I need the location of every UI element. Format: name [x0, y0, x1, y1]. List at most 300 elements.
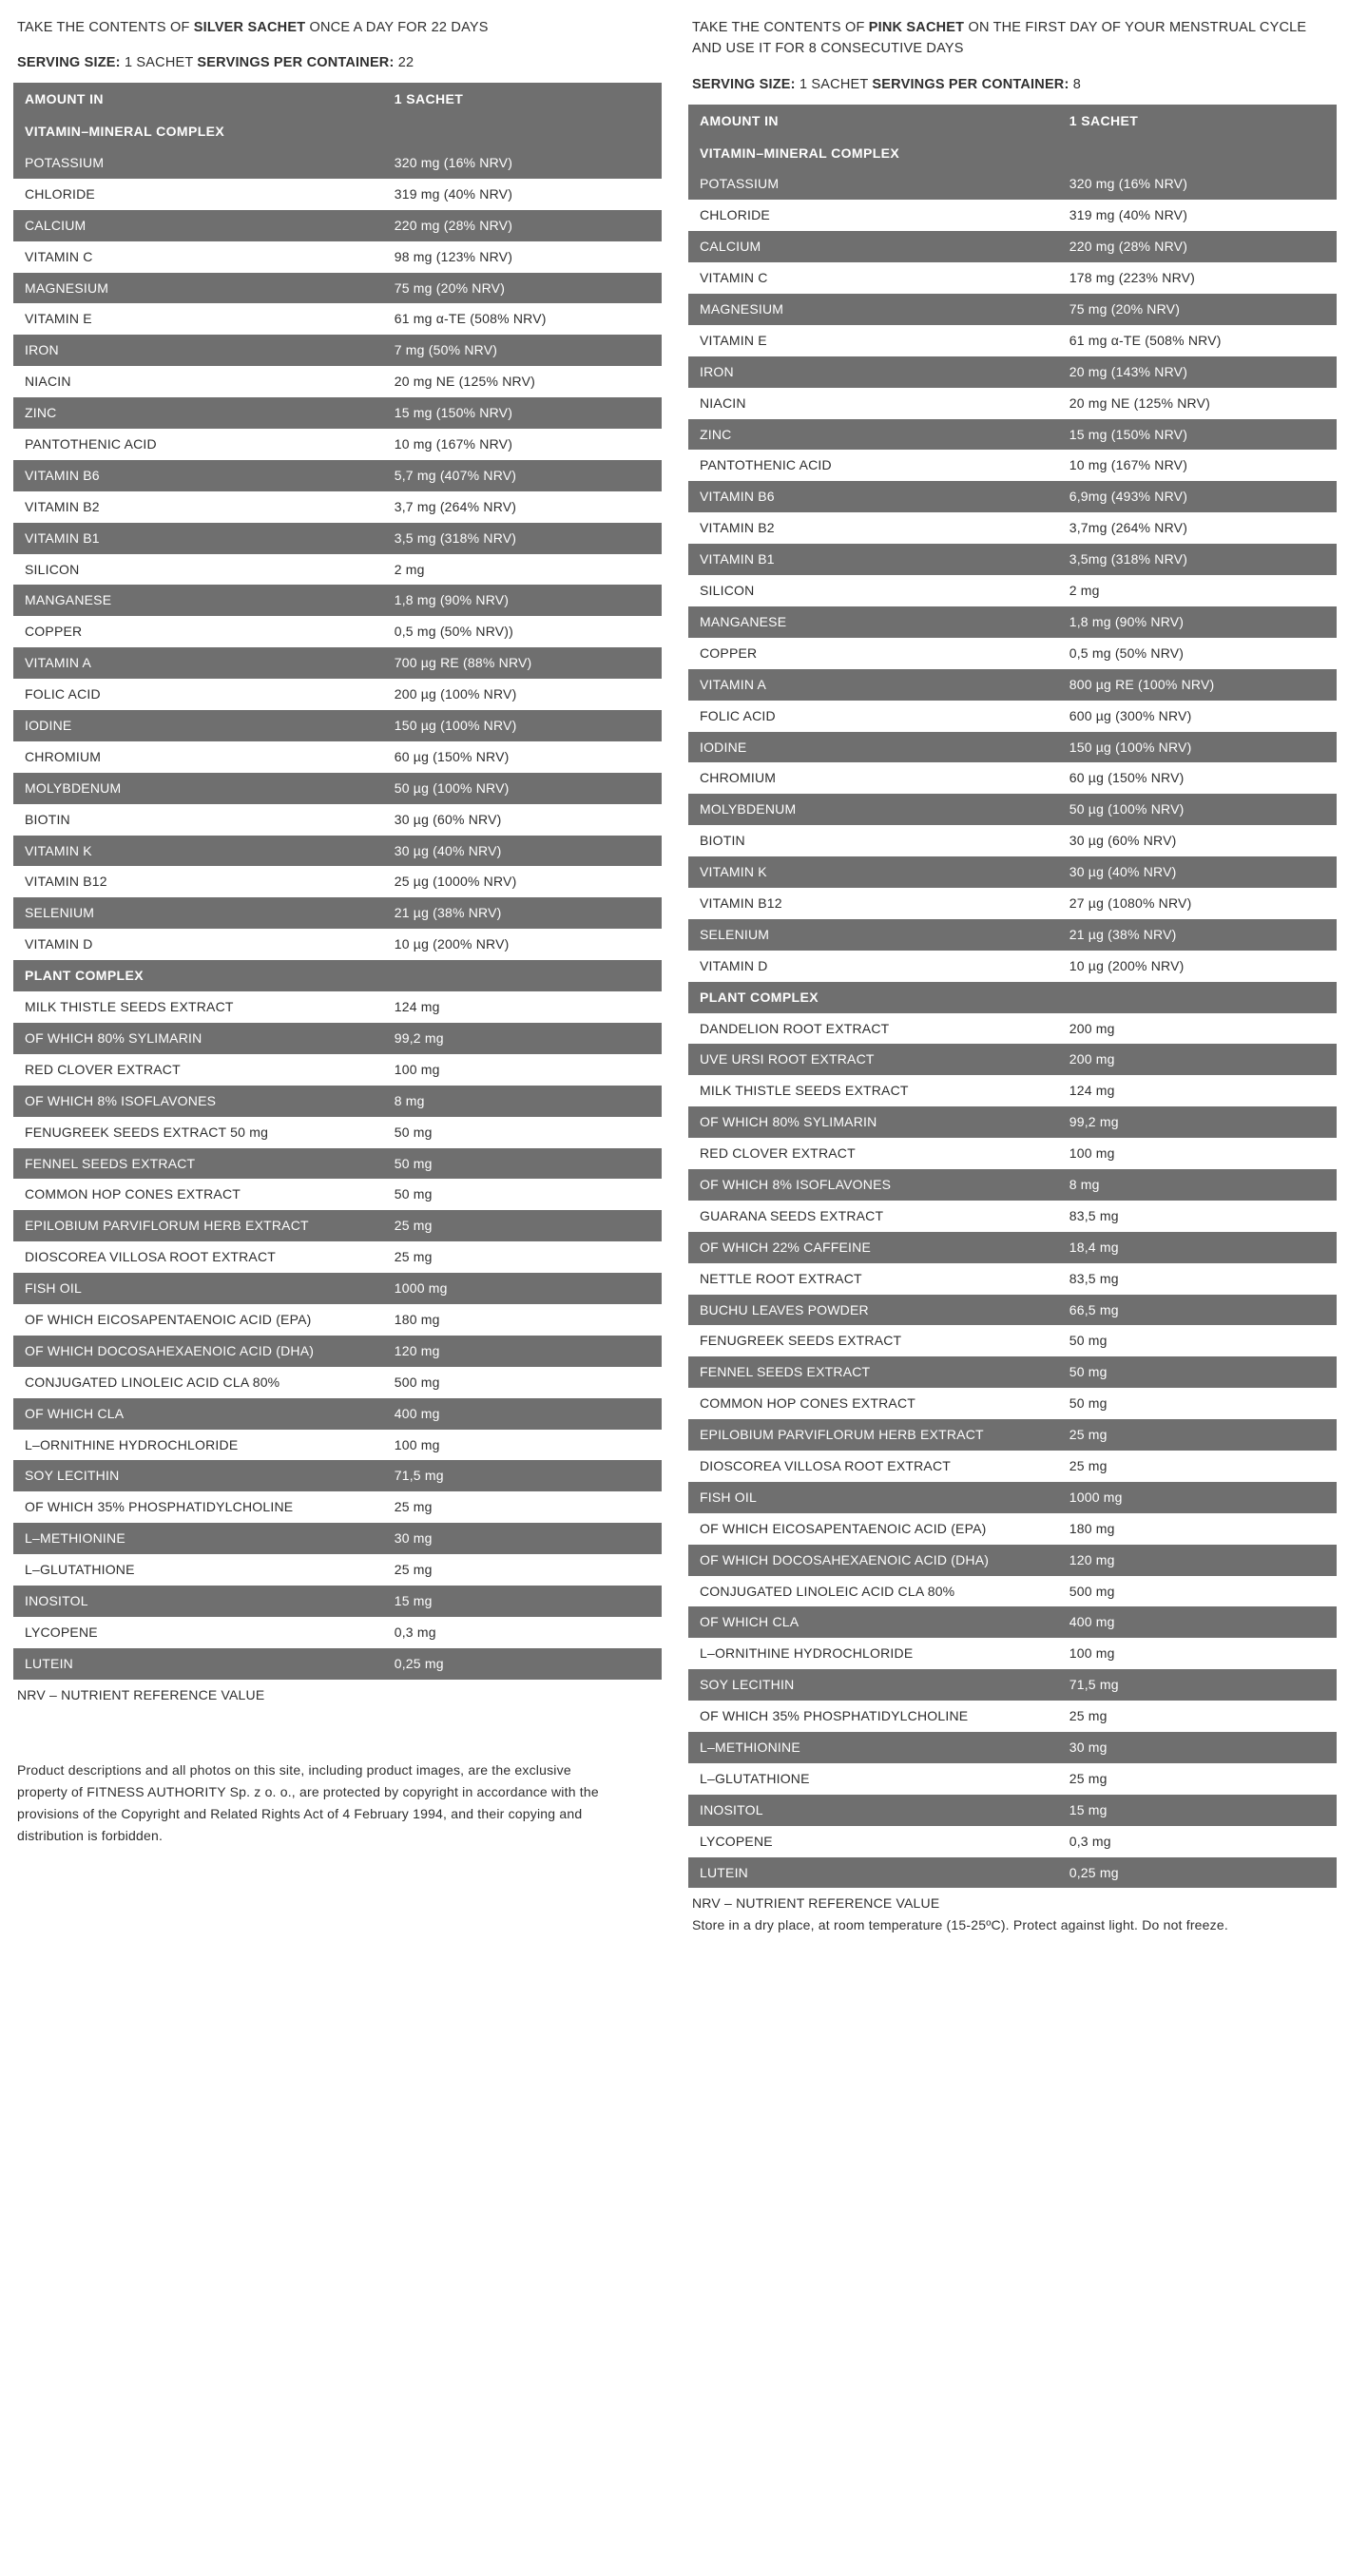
table-row	[688, 888, 1337, 919]
pink-intro-text	[692, 17, 1337, 60]
ingredient-amount: 8 mg	[383, 1086, 662, 1117]
table-row	[13, 147, 662, 179]
ingredient-amount: 180 mg	[1058, 1513, 1337, 1545]
ingredient-name: COPPER	[13, 616, 383, 647]
table-row	[688, 1075, 1337, 1106]
ingredient-amount: 3,7mg (264% NRV)	[1058, 512, 1337, 544]
ingredient-amount: 60 µg (150% NRV)	[1058, 762, 1337, 794]
ingredient-name: VITAMIN B1	[13, 523, 383, 554]
ingredient-amount: 8 mg	[1058, 1169, 1337, 1201]
table-row	[13, 679, 662, 710]
table-row	[13, 1430, 662, 1461]
table-row	[688, 450, 1337, 481]
table-row	[13, 1241, 662, 1273]
ingredient-name: VITAMIN E	[13, 303, 383, 335]
ingredient-amount: 25 mg	[1058, 1419, 1337, 1451]
ingredient-name: OF WHICH CLA	[688, 1606, 1058, 1638]
ingredient-amount: 319 mg (40% NRV)	[383, 179, 662, 210]
ingredient-amount: 66,5 mg	[1058, 1295, 1337, 1326]
ingredient-amount: 61 mg α-TE (508% NRV)	[383, 303, 662, 335]
ingredient-name: SILICON	[13, 554, 383, 586]
table-row	[688, 732, 1337, 763]
ingredient-name: VITAMIN B1	[688, 544, 1058, 575]
ingredient-name: RED CLOVER EXTRACT	[13, 1054, 383, 1086]
table-row	[688, 1795, 1337, 1826]
ingredient-amount: 0,25 mg	[383, 1648, 662, 1680]
table-header-row	[13, 83, 662, 116]
ingredient-amount: 50 mg	[383, 1117, 662, 1148]
pink-sachet-column	[688, 17, 1337, 1934]
ingredient-name: CHROMIUM	[13, 741, 383, 773]
ingredient-amount: 25 mg	[383, 1554, 662, 1586]
table-row	[688, 544, 1337, 575]
table-row	[13, 554, 662, 586]
ingredient-name: ZINC	[13, 397, 383, 429]
ingredient-amount: 100 mg	[1058, 1138, 1337, 1169]
pink-nrv-footnote: NRV – NUTRIENT REFERENCE VALUE	[692, 1895, 940, 1912]
table-row	[13, 1054, 662, 1086]
ingredient-name: COMMON HOP CONES EXTRACT	[13, 1179, 383, 1210]
ingredient-name: OF WHICH 80% SYLIMARIN	[688, 1106, 1058, 1138]
ingredient-amount: 71,5 mg	[383, 1460, 662, 1491]
ingredient-name: POTASSIUM	[13, 147, 383, 179]
ingredient-amount: 220 mg (28% NRV)	[1058, 231, 1337, 262]
ingredient-name: POTASSIUM	[688, 168, 1058, 200]
table-row	[13, 804, 662, 836]
pink-plant-section	[688, 982, 1337, 1013]
ingredient-amount: 150 µg (100% NRV)	[383, 710, 662, 741]
table-row	[13, 991, 662, 1023]
table-row	[688, 638, 1337, 669]
ingredient-name: GUARANA SEEDS EXTRACT	[688, 1201, 1058, 1232]
ingredient-amount: 120 mg	[1058, 1545, 1337, 1576]
ingredient-name: LUTEIN	[13, 1648, 383, 1680]
ingredient-name: VITAMIN B2	[13, 491, 383, 523]
section-label: VITAMIN–MINERAL COMPLEX	[13, 116, 662, 147]
ingredient-amount: 124 mg	[1058, 1075, 1337, 1106]
ingredient-name: MANGANESE	[13, 585, 383, 616]
ingredient-amount: 50 mg	[1058, 1356, 1337, 1388]
table-row	[13, 836, 662, 867]
ingredient-name: L–GLUTATHIONE	[688, 1763, 1058, 1795]
ingredient-amount: 0,5 mg (50% NRV))	[383, 616, 662, 647]
table-row	[688, 1419, 1337, 1451]
silver-serving-size-value: 1 SACHET	[124, 55, 194, 71]
ingredient-name: FISH OIL	[13, 1273, 383, 1304]
silver-servings-per-container-value: 22	[397, 55, 414, 71]
ingredient-name: L–METHIONINE	[13, 1523, 383, 1554]
ingredient-amount: 2 mg	[383, 554, 662, 586]
ingredient-amount: 20 mg (143% NRV)	[1058, 356, 1337, 388]
table-row	[688, 1669, 1337, 1701]
table-row	[688, 1232, 1337, 1263]
table-row	[688, 951, 1337, 982]
table-row	[13, 523, 662, 554]
ingredient-amount: 1000 mg	[1058, 1482, 1337, 1513]
section-label: PLANT COMPLEX	[13, 960, 662, 991]
table-row	[688, 919, 1337, 951]
ingredient-amount: 25 mg	[1058, 1451, 1337, 1482]
table-row	[13, 241, 662, 273]
silver-serving-info	[17, 53, 662, 74]
ingredient-name: NETTLE ROOT EXTRACT	[688, 1263, 1058, 1295]
ingredient-amount: 83,5 mg	[1058, 1263, 1337, 1295]
table-row	[13, 1398, 662, 1430]
ingredient-amount: 180 mg	[383, 1304, 662, 1336]
table-row	[688, 1388, 1337, 1419]
table-row	[13, 1210, 662, 1241]
ingredient-name: SILICON	[688, 575, 1058, 606]
ingredient-name: VITAMIN C	[688, 262, 1058, 294]
table-row	[13, 929, 662, 960]
ingredient-name: BIOTIN	[688, 825, 1058, 856]
ingredient-name: VITAMIN D	[13, 929, 383, 960]
ingredient-name: EPILOBIUM PARVIFLORUM HERB EXTRACT	[13, 1210, 383, 1241]
table-row	[688, 512, 1337, 544]
ingredient-name: MAGNESIUM	[688, 294, 1058, 325]
table-row	[13, 429, 662, 460]
ingredient-amount: 21 µg (38% NRV)	[1058, 919, 1337, 951]
ingredient-name: OF WHICH 22% CAFFEINE	[688, 1232, 1058, 1263]
ingredient-name: VITAMIN K	[13, 836, 383, 867]
ingredient-amount: 98 mg (123% NRV)	[383, 241, 662, 273]
table-row	[13, 335, 662, 366]
ingredient-name: IODINE	[688, 732, 1058, 763]
table-row	[688, 794, 1337, 825]
ingredient-name: OF WHICH EICOSAPENTAENOIC ACID (EPA)	[688, 1513, 1058, 1545]
ingredient-amount: 25 mg	[1058, 1763, 1337, 1795]
table-row	[13, 1336, 662, 1367]
section-row-plant-complex	[688, 982, 1337, 1013]
ingredient-amount: 200 mg	[1058, 1044, 1337, 1075]
ingredient-name: VITAMIN A	[13, 647, 383, 679]
ingredient-amount: 320 mg (16% NRV)	[1058, 168, 1337, 200]
ingredient-name: L–ORNITHINE HYDROCHLORIDE	[688, 1638, 1058, 1669]
table-row	[688, 1138, 1337, 1169]
ingredient-name: FOLIC ACID	[688, 701, 1058, 732]
table-row	[688, 1201, 1337, 1232]
ingredient-name: SOY LECITHIN	[13, 1460, 383, 1491]
table-row	[13, 1304, 662, 1336]
table-row	[688, 481, 1337, 512]
ingredient-amount: 0,3 mg	[1058, 1826, 1337, 1857]
ingredient-amount: 10 mg (167% NRV)	[383, 429, 662, 460]
ingredient-name: PANTOTHENIC ACID	[13, 429, 383, 460]
table-row	[13, 1460, 662, 1491]
ingredient-amount: 30 µg (60% NRV)	[383, 804, 662, 836]
table-row	[13, 741, 662, 773]
silver-intro-text	[17, 17, 662, 38]
ingredient-name: MILK THISTLE SEEDS EXTRACT	[688, 1075, 1058, 1106]
ingredient-amount: 25 µg (1000% NRV)	[383, 866, 662, 897]
ingredient-name: VITAMIN C	[13, 241, 383, 273]
table-row	[13, 1523, 662, 1554]
ingredient-amount: 25 mg	[1058, 1701, 1337, 1732]
pink-servings-per-container-value: 8	[1072, 76, 1082, 92]
ingredient-name: L–GLUTATHIONE	[13, 1554, 383, 1586]
ingredient-amount: 6,9mg (493% NRV)	[1058, 481, 1337, 512]
silver-intro-pre: TAKE THE CONTENTS OF	[17, 20, 194, 35]
header-amount-in: AMOUNT IN	[13, 83, 383, 116]
ingredient-amount: 1,8 mg (90% NRV)	[383, 585, 662, 616]
silver-intro-bold: SILVER SACHET	[193, 20, 306, 35]
silver-nrv-footnote: NRV – NUTRIENT REFERENCE VALUE	[17, 1686, 265, 1702]
ingredient-amount: 100 mg	[383, 1430, 662, 1461]
table-row	[688, 1513, 1337, 1545]
pink-serving-info	[692, 75, 1337, 96]
ingredient-name: OF WHICH 35% PHOSPHATIDYLCHOLINE	[688, 1701, 1058, 1732]
ingredient-amount: 71,5 mg	[1058, 1669, 1337, 1701]
ingredient-amount: 800 µg RE (100% NRV)	[1058, 669, 1337, 701]
table-row	[688, 575, 1337, 606]
ingredient-name: NIACIN	[13, 366, 383, 397]
ingredient-name: LYCOPENE	[13, 1617, 383, 1648]
ingredient-name: CHROMIUM	[688, 762, 1058, 794]
ingredient-name: CONJUGATED LINOLEIC ACID CLA 80%	[688, 1576, 1058, 1607]
ingredient-amount: 600 µg (300% NRV)	[1058, 701, 1337, 732]
table-row	[688, 231, 1337, 262]
table-row	[688, 1638, 1337, 1669]
table-row	[13, 1617, 662, 1648]
ingredient-name: NIACIN	[688, 388, 1058, 419]
ingredient-amount: 15 mg (150% NRV)	[1058, 419, 1337, 451]
table-row	[688, 1044, 1337, 1075]
ingredient-name: SELENIUM	[13, 897, 383, 929]
table-row	[13, 397, 662, 429]
pink-intro-post: ON THE FIRST DAY OF YOUR MENSTRUAL CYCLE AND USE IT FOR 8 CONSECUTIVE DAYS	[692, 20, 1307, 57]
ingredient-amount: 0,5 mg (50% NRV)	[1058, 638, 1337, 669]
ingredient-name: VITAMIN E	[688, 325, 1058, 356]
silver-table-body	[13, 83, 662, 147]
ingredient-name: VITAMIN D	[688, 951, 1058, 982]
ingredient-name: VITAMIN B12	[688, 888, 1058, 919]
ingredient-name: COMMON HOP CONES EXTRACT	[688, 1388, 1058, 1419]
ingredient-amount: 27 µg (1080% NRV)	[1058, 888, 1337, 919]
ingredient-name: CALCIUM	[13, 210, 383, 241]
silver-plant-section	[13, 960, 662, 991]
table-row	[13, 1117, 662, 1148]
table-row	[13, 1491, 662, 1523]
ingredient-amount: 1,8 mg (90% NRV)	[1058, 606, 1337, 638]
silver-vitamins-rows	[13, 147, 662, 960]
ingredient-name: FENNEL SEEDS EXTRACT	[688, 1356, 1058, 1388]
table-row	[13, 303, 662, 335]
ingredient-name: OF WHICH 35% PHOSPHATIDYLCHOLINE	[13, 1491, 383, 1523]
two-column-layout	[13, 17, 1355, 1934]
ingredient-amount: 21 µg (38% NRV)	[383, 897, 662, 929]
silver-plants-rows	[13, 991, 662, 1680]
table-row	[13, 491, 662, 523]
ingredient-amount: 150 µg (100% NRV)	[1058, 732, 1337, 763]
ingredient-amount: 200 mg	[1058, 1013, 1337, 1045]
table-row	[13, 1148, 662, 1180]
ingredient-name: MAGNESIUM	[13, 273, 383, 304]
pink-servings-per-container-label: SERVINGS PER CONTAINER:	[872, 76, 1069, 92]
table-row	[688, 1451, 1337, 1482]
table-row	[688, 1606, 1337, 1638]
ingredient-amount: 3,5mg (318% NRV)	[1058, 544, 1337, 575]
ingredient-name: FISH OIL	[688, 1482, 1058, 1513]
section-row-vitamin-mineral-complex	[13, 116, 662, 147]
section-row-plant-complex	[13, 960, 662, 991]
ingredient-amount: 50 mg	[383, 1179, 662, 1210]
copyright-notice: Product descriptions and all photos on this site, including product images, are the exclusive property of FITNESS AUTHORITY Sp. z o. o., are protected by copyright in accordance with the provisions of the Copyright and Related Rights Act of 4 February 1994, and their copying and distribution is forbidden.	[17, 1761, 599, 1844]
ingredient-name: L–METHIONINE	[688, 1732, 1058, 1763]
table-row	[13, 1273, 662, 1304]
ingredient-name: COPPER	[688, 638, 1058, 669]
table-row	[688, 1295, 1337, 1326]
table-row	[688, 1325, 1337, 1356]
table-row	[13, 366, 662, 397]
silver-servings-per-container-label: SERVINGS PER CONTAINER:	[197, 55, 395, 71]
ingredient-amount: 10 µg (200% NRV)	[383, 929, 662, 960]
table-row	[13, 1367, 662, 1398]
table-row	[688, 1545, 1337, 1576]
pink-intro-bold: PINK SACHET	[868, 20, 965, 35]
ingredient-amount: 120 mg	[383, 1336, 662, 1367]
table-row	[688, 325, 1337, 356]
ingredient-amount: 20 mg NE (125% NRV)	[383, 366, 662, 397]
ingredient-amount: 25 mg	[383, 1241, 662, 1273]
ingredient-name: CALCIUM	[688, 231, 1058, 262]
table-row	[688, 294, 1337, 325]
ingredient-name: MILK THISTLE SEEDS EXTRACT	[13, 991, 383, 1023]
pink-serving-size-value: 1 SACHET	[799, 76, 869, 92]
ingredient-amount: 30 µg (60% NRV)	[1058, 825, 1337, 856]
table-row	[13, 616, 662, 647]
table-row	[13, 179, 662, 210]
ingredient-name: LUTEIN	[688, 1857, 1058, 1889]
ingredient-name: VITAMIN B6	[13, 460, 383, 491]
ingredient-name: CHLORIDE	[688, 200, 1058, 231]
storage-instructions: Store in a dry place, at room temperature (15-25ºC). Protect against light. Do not freeze.	[692, 1916, 1228, 1932]
pink-serving-size-label: SERVING SIZE:	[692, 76, 796, 92]
table-row	[688, 388, 1337, 419]
table-row	[688, 762, 1337, 794]
table-row	[688, 1701, 1337, 1732]
silver-sachet-column	[13, 17, 662, 1847]
table-row	[688, 1826, 1337, 1857]
ingredient-amount: 61 mg α-TE (508% NRV)	[1058, 325, 1337, 356]
ingredient-name: OF WHICH 8% ISOFLAVONES	[688, 1169, 1058, 1201]
table-row	[688, 1857, 1337, 1889]
ingredient-name: L–ORNITHINE HYDROCHLORIDE	[13, 1430, 383, 1461]
table-row	[688, 1482, 1337, 1513]
table-row	[688, 1356, 1337, 1388]
ingredient-amount: 2 mg	[1058, 575, 1337, 606]
pink-intro-pre: TAKE THE CONTENTS OF	[692, 20, 869, 35]
table-row	[13, 773, 662, 804]
ingredient-name: OF WHICH 80% SYLIMARIN	[13, 1023, 383, 1054]
ingredient-amount: 75 mg (20% NRV)	[1058, 294, 1337, 325]
pink-table-body	[688, 105, 1337, 169]
ingredient-name: EPILOBIUM PARVIFLORUM HERB EXTRACT	[688, 1419, 1058, 1451]
header-one-sachet: 1 SACHET	[383, 83, 662, 116]
ingredient-amount: 99,2 mg	[1058, 1106, 1337, 1138]
ingredient-amount: 15 mg	[1058, 1795, 1337, 1826]
ingredient-amount: 83,5 mg	[1058, 1201, 1337, 1232]
table-row	[688, 419, 1337, 451]
ingredient-name: MANGANESE	[688, 606, 1058, 638]
ingredient-amount: 178 mg (223% NRV)	[1058, 262, 1337, 294]
table-row	[13, 460, 662, 491]
table-row	[688, 1013, 1337, 1045]
table-row	[688, 856, 1337, 888]
ingredient-amount: 15 mg	[383, 1586, 662, 1617]
table-row	[688, 606, 1337, 638]
ingredient-name: LYCOPENE	[688, 1826, 1058, 1857]
ingredient-name: UVE URSI ROOT EXTRACT	[688, 1044, 1058, 1075]
ingredient-name: INOSITOL	[13, 1586, 383, 1617]
ingredient-amount: 30 mg	[383, 1523, 662, 1554]
table-header-row	[688, 105, 1337, 138]
section-label: VITAMIN–MINERAL COMPLEX	[688, 138, 1337, 169]
table-row	[688, 1169, 1337, 1201]
ingredient-name: OF WHICH 8% ISOFLAVONES	[13, 1086, 383, 1117]
ingredient-amount: 700 µg RE (88% NRV)	[383, 647, 662, 679]
table-row	[688, 200, 1337, 231]
table-row	[13, 273, 662, 304]
ingredient-amount: 60 µg (150% NRV)	[383, 741, 662, 773]
table-row	[13, 1086, 662, 1117]
ingredient-name: PANTOTHENIC ACID	[688, 450, 1058, 481]
table-row	[13, 1179, 662, 1210]
table-row	[688, 1576, 1337, 1607]
header-one-sachet: 1 SACHET	[1058, 105, 1337, 138]
table-row	[688, 356, 1337, 388]
table-row	[688, 669, 1337, 701]
ingredient-name: OF WHICH DOCOSAHEXAENOIC ACID (DHA)	[688, 1545, 1058, 1576]
ingredient-amount: 3,7 mg (264% NRV)	[383, 491, 662, 523]
ingredient-name: IRON	[13, 335, 383, 366]
table-row	[13, 585, 662, 616]
ingredient-name: OF WHICH DOCOSAHEXAENOIC ACID (DHA)	[13, 1336, 383, 1367]
ingredient-name: BUCHU LEAVES POWDER	[688, 1295, 1058, 1326]
table-row	[13, 1586, 662, 1617]
ingredient-amount: 100 mg	[1058, 1638, 1337, 1669]
pink-vitamins-rows	[688, 168, 1337, 981]
ingredient-name: DIOSCOREA VILLOSA ROOT EXTRACT	[688, 1451, 1058, 1482]
ingredient-amount: 100 mg	[383, 1054, 662, 1086]
ingredient-amount: 5,7 mg (407% NRV)	[383, 460, 662, 491]
ingredient-name: IODINE	[13, 710, 383, 741]
ingredient-name: FENUGREEK SEEDS EXTRACT	[688, 1325, 1058, 1356]
ingredient-amount: 319 mg (40% NRV)	[1058, 200, 1337, 231]
ingredient-amount: 0,25 mg	[1058, 1857, 1337, 1889]
header-amount-in: AMOUNT IN	[688, 105, 1058, 138]
ingredient-name: DIOSCOREA VILLOSA ROOT EXTRACT	[13, 1241, 383, 1273]
ingredient-amount: 25 mg	[383, 1491, 662, 1523]
ingredient-name: RED CLOVER EXTRACT	[688, 1138, 1058, 1169]
ingredient-amount: 500 mg	[383, 1367, 662, 1398]
ingredient-amount: 0,3 mg	[383, 1617, 662, 1648]
table-row	[688, 1732, 1337, 1763]
section-row-vitamin-mineral-complex	[688, 138, 1337, 169]
ingredient-amount: 99,2 mg	[383, 1023, 662, 1054]
ingredient-name: CONJUGATED LINOLEIC ACID CLA 80%	[13, 1367, 383, 1398]
table-row	[13, 710, 662, 741]
ingredient-amount: 50 mg	[1058, 1388, 1337, 1419]
ingredient-amount: 200 µg (100% NRV)	[383, 679, 662, 710]
table-row	[13, 1648, 662, 1680]
ingredient-amount: 50 µg (100% NRV)	[1058, 794, 1337, 825]
ingredient-amount: 75 mg (20% NRV)	[383, 273, 662, 304]
ingredient-name: DANDELION ROOT EXTRACT	[688, 1013, 1058, 1045]
table-row	[688, 168, 1337, 200]
silver-serving-size-label: SERVING SIZE:	[17, 55, 121, 71]
section-label: PLANT COMPLEX	[688, 982, 1337, 1013]
ingredient-amount: 220 mg (28% NRV)	[383, 210, 662, 241]
